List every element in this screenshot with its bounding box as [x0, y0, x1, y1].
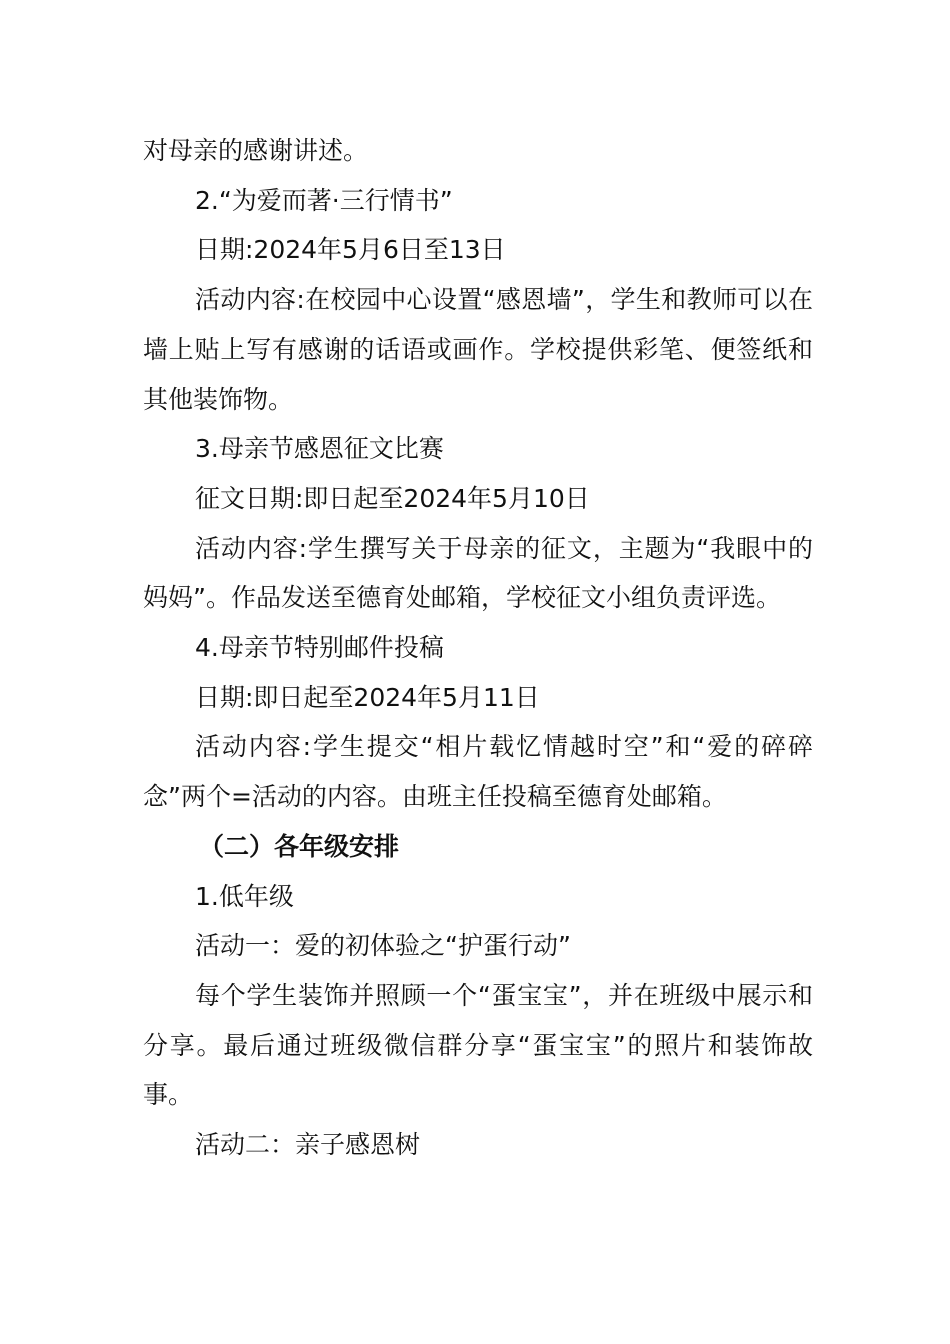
activity-3-date: 征文日期:即日起至2024年5月10日: [195, 483, 590, 513]
section-heading-grade-arrangements: （二）各年级安排: [199, 831, 400, 861]
activity-2-date: 日期:2024年5月6日至13日: [195, 235, 506, 265]
low-grade-activity-1-title: 活动一：爱的初体验之“护蛋行动”: [195, 931, 571, 961]
activity-3-title: 3.母亲节感恩征文比赛: [195, 434, 444, 464]
activity-2-title: 2.“为爱而著·三行情书”: [195, 185, 453, 215]
activity-4-date: 日期:即日起至2024年5月11日: [195, 682, 540, 712]
activity-4-content: 活动内容:学生提交“相片载忆情越时空”和“爱的碎碎念”两个=活动的内容。由班主任投稿至德育处邮箱。: [143, 732, 813, 812]
activity-3-content: 活动内容:学生撰写关于母亲的征文，主题为“我眼中的妈妈”。作品发送至德育处邮箱，学校征文小组负责评选。: [143, 533, 813, 613]
paragraph-continuation: 对母亲的感谢讲述。: [143, 136, 369, 165]
activity-4-title: 4.母亲节特别邮件投稿: [195, 633, 444, 663]
document-body: [143, 126, 813, 1170]
low-grade-activity-2-title: 活动二：亲子感恩树: [195, 1130, 421, 1160]
activity-2-content: 活动内容:在校园中心设置“感恩墙”，学生和教师可以在墙上贴上写有感谢的话语或画作。学校提供彩笔、便签纸和其他装饰物。: [143, 285, 813, 414]
low-grade-activity-1-content: 每个学生装饰并照顾一个“蛋宝宝”，并在班级中展示和分享。最后通过班级微信群分享“蛋宝宝”的照片和装饰故事。: [143, 980, 813, 1110]
grade-low-title: 1.低年级: [195, 881, 294, 911]
